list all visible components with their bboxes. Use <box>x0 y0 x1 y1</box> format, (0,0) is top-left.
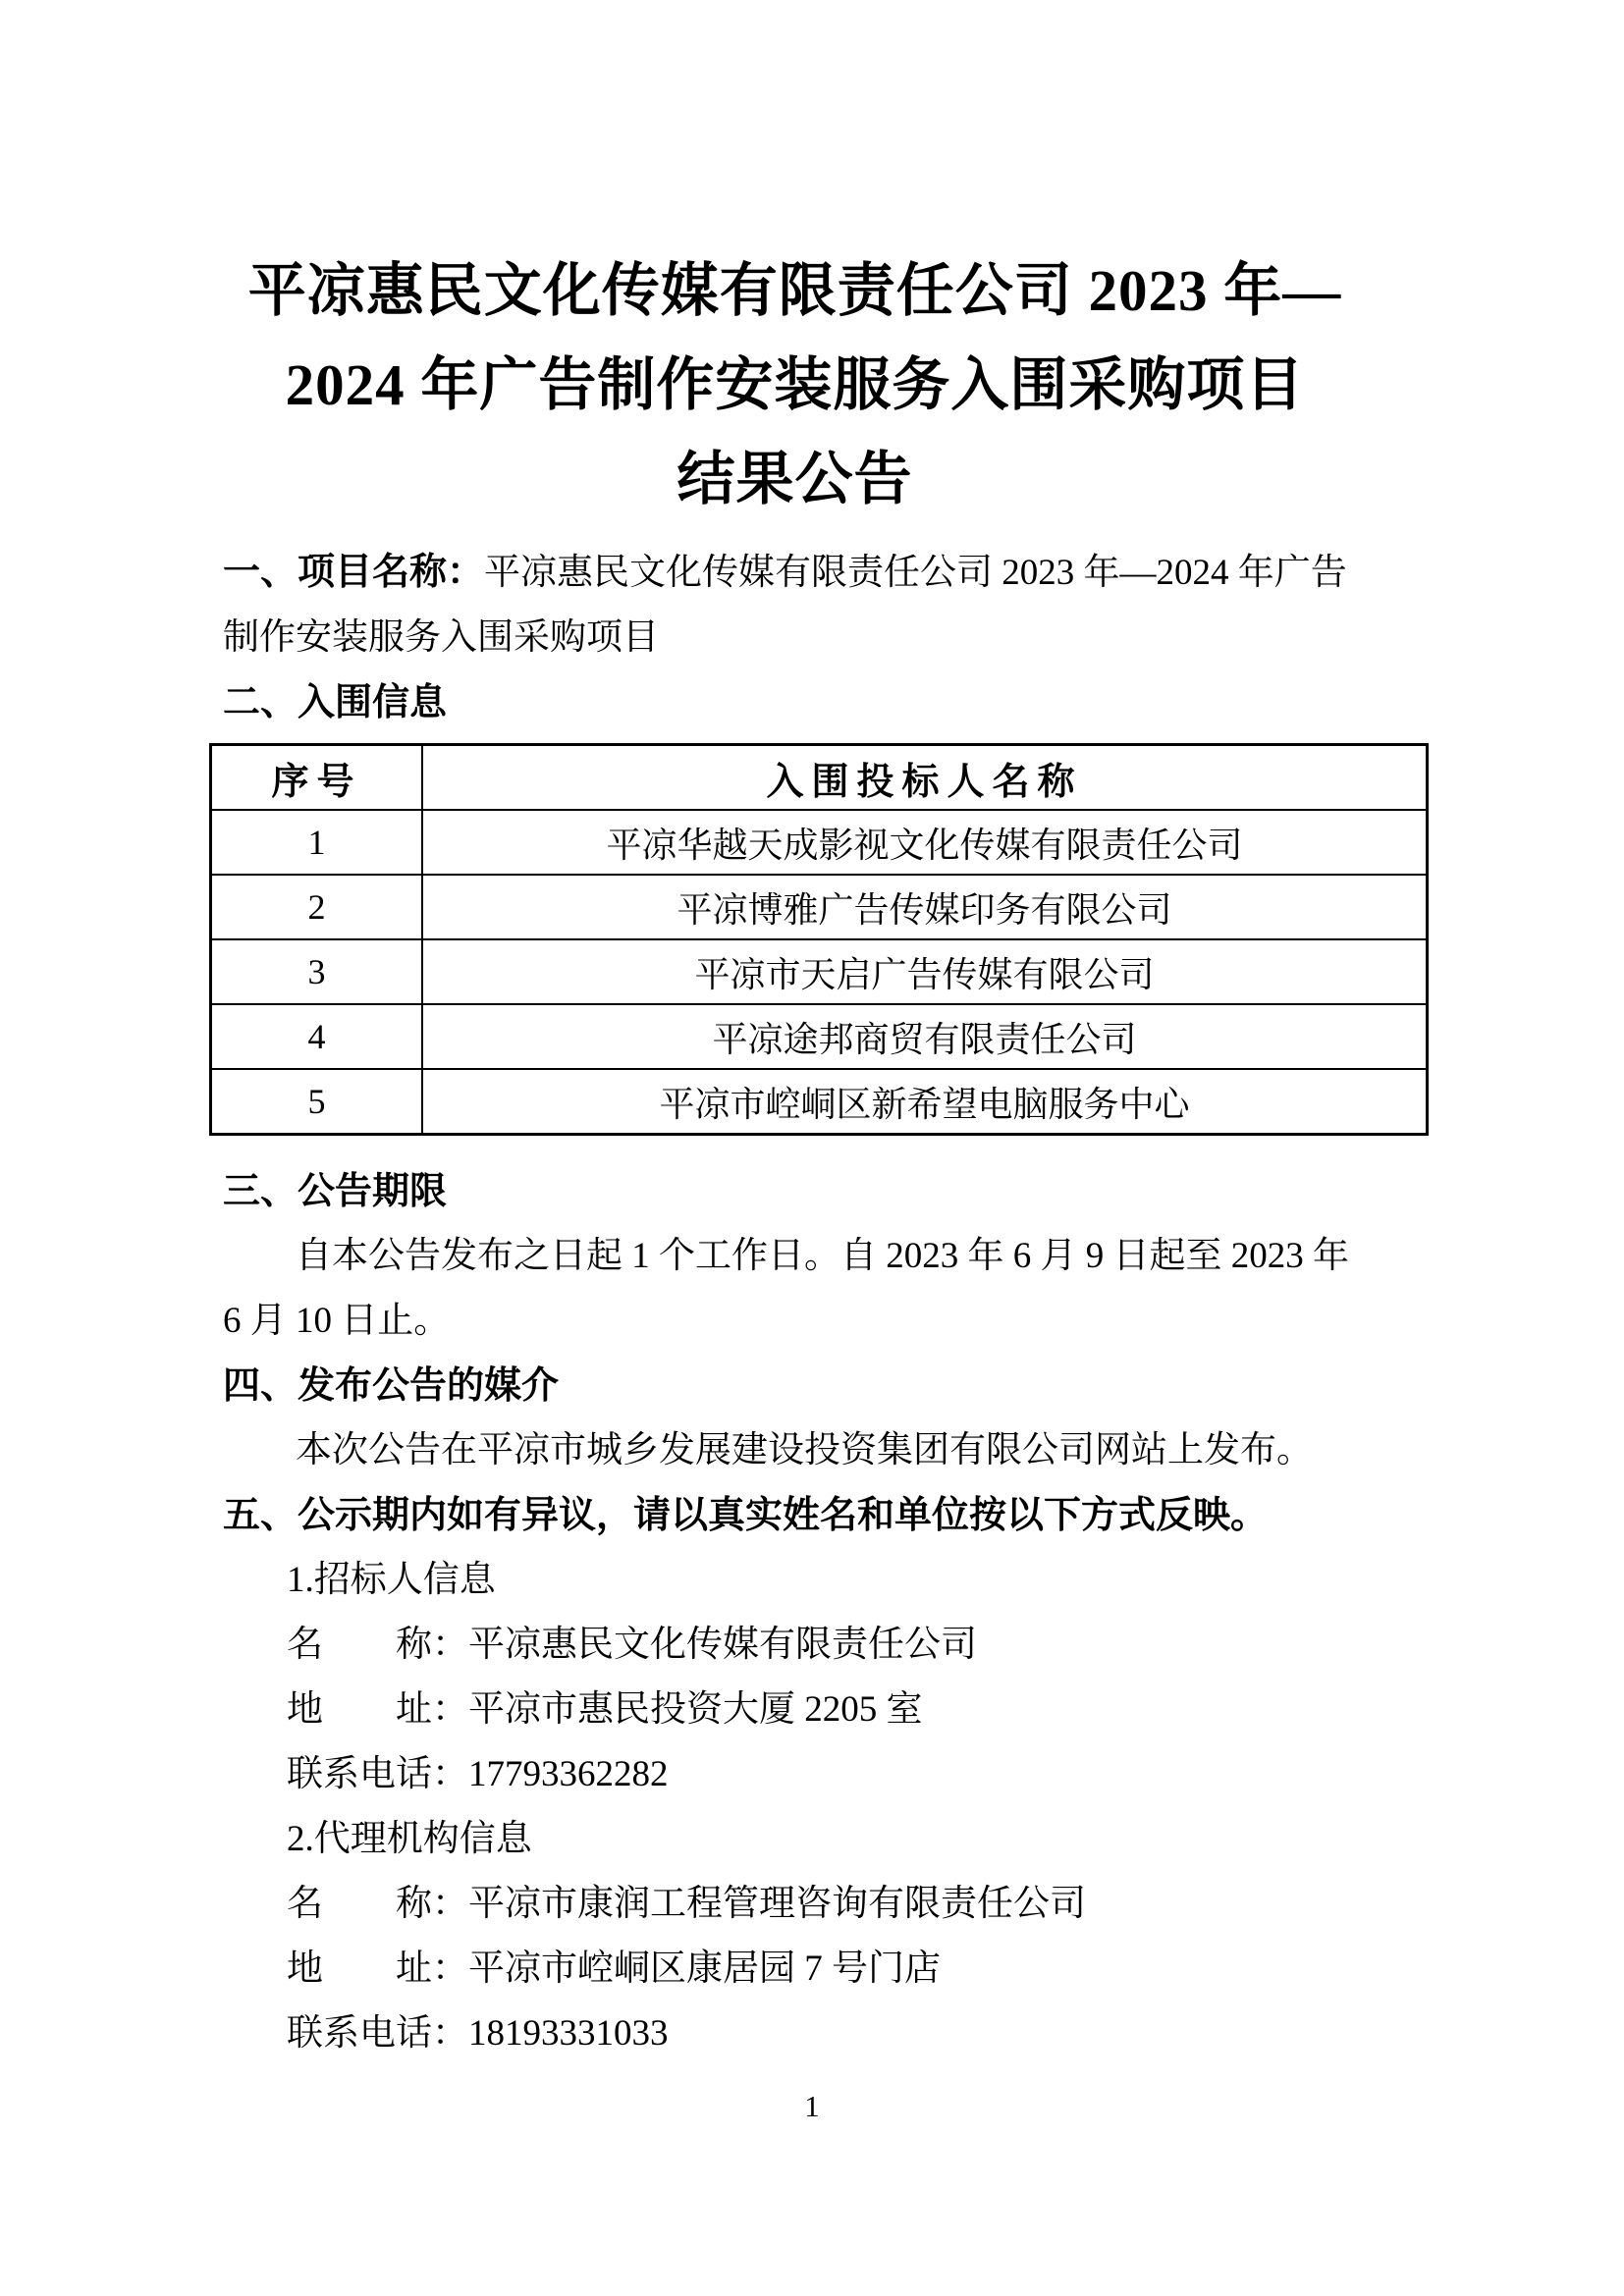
row-index-cell: 1 <box>211 810 423 875</box>
row-index-cell: 2 <box>211 875 423 939</box>
contact-line-tenderer-address: 地 址：平凉市惠民投资大厦 2205 室 <box>287 1689 923 1730</box>
table-header-row <box>211 745 1428 811</box>
row-index-cell: 4 <box>211 1004 423 1069</box>
section-4-text: 本次公告在平凉市城乡发展建设投资集团有限公司网站上发布。 <box>296 1430 1313 1470</box>
page-number: 1 <box>804 2089 820 2123</box>
bidder-name-cell: 平凉市天启广告传媒有限公司 <box>422 939 1428 1004</box>
section-3-text: 自本公告发布之日起 1 个工作日。自 2023 年 6 月 9 日起至 2023 年 6 月 10 日止。 <box>223 1236 1349 1341</box>
table-row <box>211 1069 1428 1135</box>
section-1-paragraph <box>223 540 1367 670</box>
contact-line-tenderer-phone: 联系电话：17793362282 <box>287 1754 669 1794</box>
table-row <box>211 875 1428 939</box>
contact-line-tenderer-name: 名 称：平凉惠民文化传媒有限责任公司 <box>287 1625 977 1665</box>
bidder-name-cell: 平凉华越天成影视文化传媒有限责任公司 <box>422 810 1428 875</box>
section-1-text: 平凉惠民文化传媒有限责任公司 2023 年—2024 年广告制作安装服务入围采购项目 <box>223 553 1347 658</box>
section-1-heading-label: 一、项目名称： <box>223 552 485 593</box>
section-4-heading: 四、发布公告的媒介 <box>223 1365 560 1407</box>
contact-line-agency-address: 地 址：平凉市崆峒区康居园 7 号门店 <box>287 1949 941 1989</box>
document-title <box>223 243 1367 526</box>
bidder-name-cell: 平凉博雅广告传媒印务有限公司 <box>422 875 1428 939</box>
bidder-name-cell: 平凉市崆峒区新希望电脑服务中心 <box>422 1069 1428 1135</box>
section-3-heading: 三、公告期限 <box>223 1171 448 1212</box>
contact-line-agency-name: 名 称：平凉市康润工程管理咨询有限责任公司 <box>287 1884 1086 1924</box>
bidder-name-cell: 平凉途邦商贸有限责任公司 <box>422 1004 1428 1069</box>
section-5-heading: 五、公示期内如有异议，请以真实姓名和单位按以下方式反映。 <box>223 1495 1269 1536</box>
table-header-index: 序号 <box>211 745 423 811</box>
row-index-cell: 3 <box>211 939 423 1004</box>
table-header-bidder-name: 入围投标人名称 <box>422 745 1428 811</box>
table-row <box>211 810 1428 875</box>
section-2-heading: 二、入围信息 <box>223 682 448 723</box>
contact-line-agency-header: 2.代理机构信息 <box>287 1819 532 1859</box>
document-title-line-2: 2024 年广告制作安装服务入围采购项目 <box>285 352 1305 417</box>
table-row <box>211 939 1428 1004</box>
document-title-line-1: 平凉惠民文化传媒有限责任公司 2023 年— <box>247 258 1342 323</box>
contact-line-agency-phone: 联系电话：18193331033 <box>287 2013 669 2054</box>
shortlist-table <box>209 743 1429 1136</box>
contact-block <box>223 1548 1367 2066</box>
table-row <box>211 1004 1428 1069</box>
document-title-line-3: 结果公告 <box>677 447 913 511</box>
row-index-cell: 5 <box>211 1069 423 1135</box>
contact-line-tenderer-header: 1.招标人信息 <box>287 1560 496 1600</box>
